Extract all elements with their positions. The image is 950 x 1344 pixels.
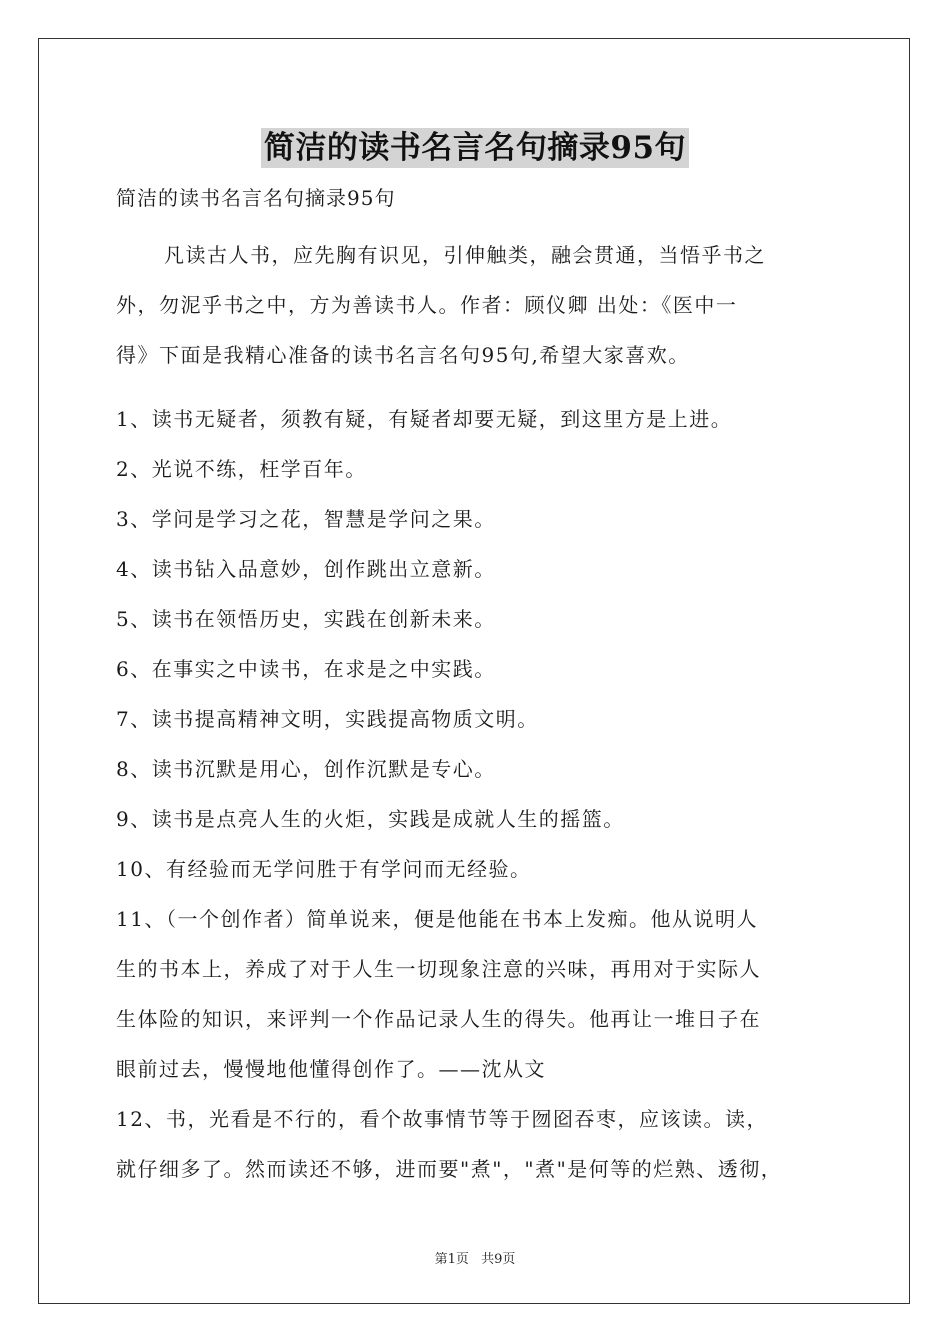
quote-item-8: 8、读书沉默是用心，创作沉默是专心。 [116,757,496,781]
intro-paragraph [116,230,836,380]
intro-line: 得》下面是我精心准备的读书名言名句95句,希望大家喜欢。 [116,343,690,367]
intro-line: 凡读古人书，应先胸有识见，引伸触类，融会贯通，当悟乎书之 [164,243,766,267]
page-footer [0,1248,950,1267]
quote-item-11-line: 眼前过去，慢慢地他懂得创作了。——沈从文 [116,1057,546,1081]
quote-item-11-line: 11、（一个创作者）简单说来，便是他能在书本上发痴。他从说明人 [116,907,758,931]
quote-item-11 [116,894,836,1094]
quote-item-9: 9、读书是点亮人生的火炬，实践是成就人生的摇篮。 [116,807,625,831]
quote-item-4: 4、读书钻入品意妙，创作跳出立意新。 [116,557,496,581]
document-subtitle: 简洁的读书名言名句摘录95句 [116,186,396,210]
quote-item-6: 6、在事实之中读书，在求是之中实践。 [116,657,496,681]
intro-line: 外，勿泥乎书之中，方为善读书人。作者：顾仪卿 出处：《医中一 [116,293,738,317]
quote-item-1: 1、读书无疑者，须教有疑，有疑者却要无疑，到这里方是上进。 [116,407,733,431]
quote-item-7: 7、读书提高精神文明，实践提高物质文明。 [116,707,539,731]
quote-item-2: 2、光说不练，枉学百年。 [116,457,367,481]
title-wrap [0,128,950,168]
quote-item-5: 5、读书在领悟历史，实践在创新未来。 [116,607,496,631]
document-body [116,180,836,1194]
quote-item-10: 10、有经验而无学问胜于有学问而无经验。 [116,857,532,881]
page-number: 第1页 [434,1252,469,1267]
quote-item-3: 3、学问是学习之花，智慧是学问之果。 [116,507,496,531]
quote-item-12 [116,1094,836,1194]
quote-item-12-line: 就仔细多了。然而读还不够，进而要"煮"，"煮"是何等的烂熟、透彻， [116,1157,783,1181]
page-total: 共9页 [481,1252,516,1267]
quote-item-11-line: 生体险的知识，来评判一个作品记录人生的得失。他再让一堆日子在 [116,1007,761,1031]
quote-item-11-line: 生的书本上，养成了对于人生一切现象注意的兴味，再用对于实际人 [116,957,761,981]
quote-item-12-line: 12、书，光看是不行的，看个故事情节等于囫囵吞枣，应该读。读， [116,1107,768,1131]
document-title: 简洁的读书名言名句摘录95句 [261,128,689,168]
